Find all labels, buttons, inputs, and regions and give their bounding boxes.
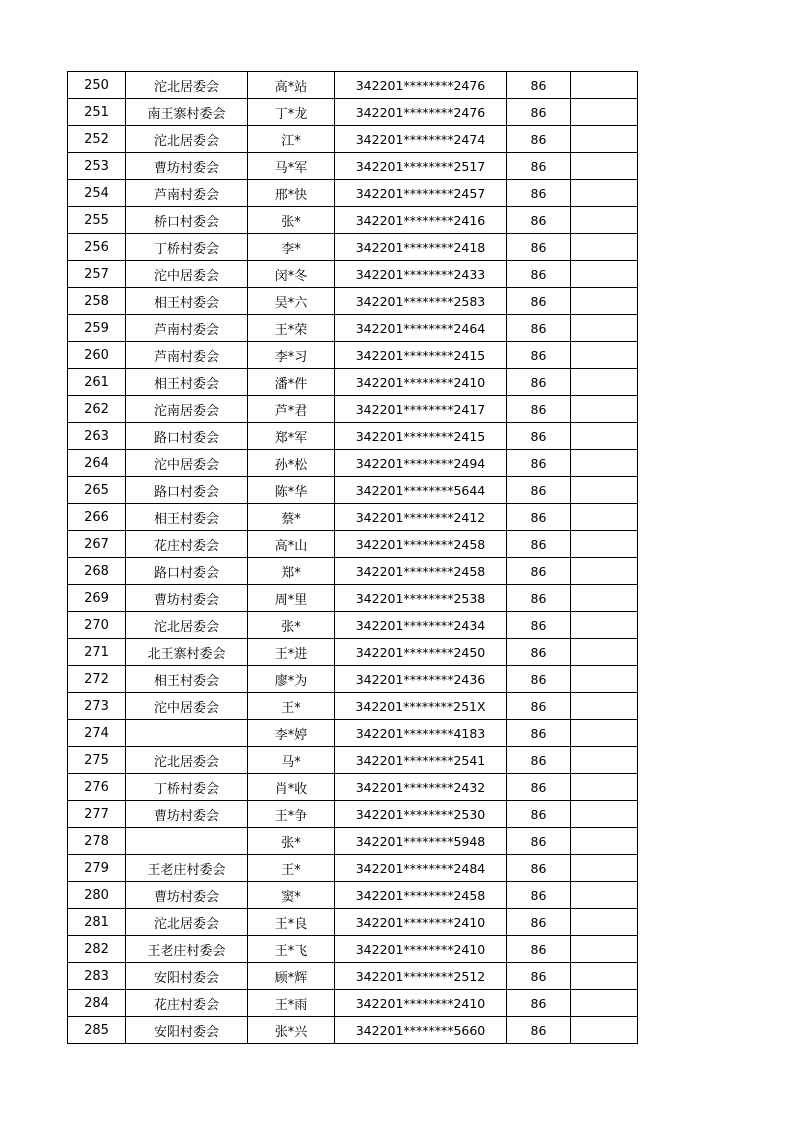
unit-cell: 南王寨村委会 [126,99,248,126]
row-number-cell: 265 [68,477,126,504]
score-cell: 86 [507,720,571,747]
table-row [68,558,638,585]
unit-cell: 沱北居委会 [126,72,248,99]
score-cell: 86 [507,882,571,909]
unit-cell: 桥口村委会 [126,207,248,234]
remark-cell [571,936,638,963]
table-row [68,180,638,207]
unit-cell: 相王村委会 [126,369,248,396]
roster-table [67,71,638,1044]
table-row [68,693,638,720]
unit-cell [126,720,248,747]
id-number-cell: 342201********2432 [335,774,507,801]
unit-cell: 沱北居委会 [126,909,248,936]
row-number-cell: 262 [68,396,126,423]
row-number-cell: 253 [68,153,126,180]
row-number-cell: 251 [68,99,126,126]
score-cell: 86 [507,369,571,396]
table-row [68,207,638,234]
person-name-cell: 王*进 [248,639,335,666]
score-cell: 86 [507,774,571,801]
id-number-cell: 342201********2417 [335,396,507,423]
remark-cell [571,504,638,531]
person-name-cell: 高*站 [248,72,335,99]
table-row [68,72,638,99]
table-row [68,288,638,315]
roster-body [68,72,638,1044]
unit-cell: 路口村委会 [126,477,248,504]
person-name-cell: 江* [248,126,335,153]
score-cell: 86 [507,396,571,423]
row-number-cell: 285 [68,1017,126,1044]
person-name-cell: 周*里 [248,585,335,612]
table-row [68,882,638,909]
table-row [68,963,638,990]
remark-cell [571,234,638,261]
person-name-cell: 王*争 [248,801,335,828]
unit-cell: 沱中居委会 [126,450,248,477]
id-number-cell: 342201********2484 [335,855,507,882]
unit-cell: 花庄村委会 [126,990,248,1017]
remark-cell [571,207,638,234]
person-name-cell: 郑* [248,558,335,585]
id-number-cell: 342201********2410 [335,909,507,936]
row-number-cell: 273 [68,693,126,720]
unit-cell: 沱南居委会 [126,396,248,423]
table-row [68,126,638,153]
id-number-cell: 342201********2450 [335,639,507,666]
remark-cell [571,369,638,396]
row-number-cell: 257 [68,261,126,288]
unit-cell: 安阳村委会 [126,963,248,990]
person-name-cell: 王*飞 [248,936,335,963]
remark-cell [571,180,638,207]
remark-cell [571,531,638,558]
table-row [68,936,638,963]
person-name-cell: 廖*为 [248,666,335,693]
row-number-cell: 264 [68,450,126,477]
unit-cell: 曹坊村委会 [126,882,248,909]
row-number-cell: 281 [68,909,126,936]
row-number-cell: 270 [68,612,126,639]
id-number-cell: 342201********2474 [335,126,507,153]
unit-cell: 相王村委会 [126,666,248,693]
id-number-cell: 342201********2464 [335,315,507,342]
unit-cell: 路口村委会 [126,423,248,450]
score-cell: 86 [507,693,571,720]
remark-cell [571,342,638,369]
id-number-cell: 342201********2418 [335,234,507,261]
id-number-cell: 342201********251X [335,693,507,720]
unit-cell: 相王村委会 [126,504,248,531]
id-number-cell: 342201********2410 [335,369,507,396]
score-cell: 86 [507,423,571,450]
id-number-cell: 342201********2541 [335,747,507,774]
remark-cell [571,1017,638,1044]
table-row [68,666,638,693]
id-number-cell: 342201********2457 [335,180,507,207]
id-number-cell: 342201********2458 [335,882,507,909]
unit-cell: 沱北居委会 [126,612,248,639]
table-row [68,369,638,396]
row-number-cell: 280 [68,882,126,909]
row-number-cell: 282 [68,936,126,963]
table-row [68,477,638,504]
remark-cell [571,828,638,855]
score-cell: 86 [507,585,571,612]
remark-cell [571,585,638,612]
table-row [68,774,638,801]
row-number-cell: 274 [68,720,126,747]
table-row [68,396,638,423]
person-name-cell: 王*荣 [248,315,335,342]
unit-cell: 安阳村委会 [126,1017,248,1044]
table-row [68,315,638,342]
remark-cell [571,747,638,774]
id-number-cell: 342201********2434 [335,612,507,639]
remark-cell [571,126,638,153]
unit-cell: 王老庄村委会 [126,936,248,963]
score-cell: 86 [507,72,571,99]
id-number-cell: 342201********4183 [335,720,507,747]
score-cell: 86 [507,261,571,288]
table-row [68,990,638,1017]
id-number-cell: 342201********5660 [335,1017,507,1044]
person-name-cell: 马*军 [248,153,335,180]
score-cell: 86 [507,666,571,693]
row-number-cell: 256 [68,234,126,261]
row-number-cell: 271 [68,639,126,666]
id-number-cell: 342201********2458 [335,558,507,585]
person-name-cell: 肖*收 [248,774,335,801]
id-number-cell: 342201********2415 [335,423,507,450]
table-row [68,909,638,936]
table-row [68,747,638,774]
score-cell: 86 [507,99,571,126]
row-number-cell: 283 [68,963,126,990]
score-cell: 86 [507,531,571,558]
remark-cell [571,99,638,126]
unit-cell: 花庄村委会 [126,531,248,558]
score-cell: 86 [507,207,571,234]
id-number-cell: 342201********2530 [335,801,507,828]
score-cell: 86 [507,855,571,882]
score-cell: 86 [507,1017,571,1044]
person-name-cell: 张* [248,207,335,234]
remark-cell [571,261,638,288]
row-number-cell: 269 [68,585,126,612]
remark-cell [571,666,638,693]
score-cell: 86 [507,153,571,180]
score-cell: 86 [507,963,571,990]
row-number-cell: 279 [68,855,126,882]
person-name-cell: 王* [248,693,335,720]
person-name-cell: 马* [248,747,335,774]
unit-cell: 丁桥村委会 [126,774,248,801]
remark-cell [571,720,638,747]
person-name-cell: 张*兴 [248,1017,335,1044]
row-number-cell: 260 [68,342,126,369]
id-number-cell: 342201********2538 [335,585,507,612]
id-number-cell: 342201********2415 [335,342,507,369]
table-row [68,855,638,882]
person-name-cell: 邢*快 [248,180,335,207]
score-cell: 86 [507,288,571,315]
unit-cell: 相王村委会 [126,288,248,315]
unit-cell: 芦南村委会 [126,180,248,207]
unit-cell: 沱北居委会 [126,747,248,774]
id-number-cell: 342201********2494 [335,450,507,477]
score-cell: 86 [507,909,571,936]
score-cell: 86 [507,828,571,855]
person-name-cell: 窦* [248,882,335,909]
score-cell: 86 [507,558,571,585]
person-name-cell: 王*雨 [248,990,335,1017]
person-name-cell: 王*良 [248,909,335,936]
row-number-cell: 263 [68,423,126,450]
row-number-cell: 250 [68,72,126,99]
unit-cell: 沱中居委会 [126,693,248,720]
id-number-cell: 342201********2416 [335,207,507,234]
row-number-cell: 258 [68,288,126,315]
remark-cell [571,882,638,909]
table-row [68,450,638,477]
person-name-cell: 李* [248,234,335,261]
score-cell: 86 [507,747,571,774]
unit-cell: 北王寨村委会 [126,639,248,666]
score-cell: 86 [507,504,571,531]
id-number-cell: 342201********2412 [335,504,507,531]
row-number-cell: 284 [68,990,126,1017]
row-number-cell: 261 [68,369,126,396]
unit-cell: 沱北居委会 [126,126,248,153]
person-name-cell: 孙*松 [248,450,335,477]
id-number-cell: 342201********5948 [335,828,507,855]
person-name-cell: 潘*件 [248,369,335,396]
id-number-cell: 342201********2436 [335,666,507,693]
id-number-cell: 342201********2476 [335,99,507,126]
table-row [68,423,638,450]
table-row [68,801,638,828]
id-number-cell: 342201********2517 [335,153,507,180]
table-row [68,639,638,666]
remark-cell [571,477,638,504]
score-cell: 86 [507,126,571,153]
remark-cell [571,774,638,801]
person-name-cell: 陈*华 [248,477,335,504]
person-name-cell: 郑*军 [248,423,335,450]
unit-cell: 芦南村委会 [126,342,248,369]
row-number-cell: 259 [68,315,126,342]
table-row [68,342,638,369]
person-name-cell: 李*婷 [248,720,335,747]
unit-cell: 曹坊村委会 [126,585,248,612]
unit-cell: 路口村委会 [126,558,248,585]
person-name-cell: 王* [248,855,335,882]
person-name-cell: 高*山 [248,531,335,558]
score-cell: 86 [507,342,571,369]
remark-cell [571,288,638,315]
person-name-cell: 蔡* [248,504,335,531]
row-number-cell: 255 [68,207,126,234]
person-name-cell: 张* [248,828,335,855]
table-row [68,234,638,261]
unit-cell: 芦南村委会 [126,315,248,342]
id-number-cell: 342201********2410 [335,936,507,963]
id-number-cell: 342201********2410 [335,990,507,1017]
score-cell: 86 [507,612,571,639]
table-row [68,504,638,531]
row-number-cell: 277 [68,801,126,828]
table-row [68,1017,638,1044]
person-name-cell: 顾*辉 [248,963,335,990]
unit-cell: 沱中居委会 [126,261,248,288]
remark-cell [571,315,638,342]
row-number-cell: 252 [68,126,126,153]
table-row [68,585,638,612]
row-number-cell: 272 [68,666,126,693]
row-number-cell: 267 [68,531,126,558]
row-number-cell: 276 [68,774,126,801]
table-row [68,153,638,180]
unit-cell: 曹坊村委会 [126,801,248,828]
unit-cell [126,828,248,855]
row-number-cell: 266 [68,504,126,531]
score-cell: 86 [507,990,571,1017]
table-row [68,99,638,126]
id-number-cell: 342201********5644 [335,477,507,504]
score-cell: 86 [507,315,571,342]
row-number-cell: 254 [68,180,126,207]
remark-cell [571,153,638,180]
score-cell: 86 [507,936,571,963]
score-cell: 86 [507,180,571,207]
person-name-cell: 吴*六 [248,288,335,315]
remark-cell [571,72,638,99]
score-cell: 86 [507,234,571,261]
remark-cell [571,423,638,450]
table-row [68,612,638,639]
id-number-cell: 342201********2476 [335,72,507,99]
remark-cell [571,909,638,936]
remark-cell [571,801,638,828]
table-row [68,828,638,855]
remark-cell [571,963,638,990]
score-cell: 86 [507,801,571,828]
person-name-cell: 张* [248,612,335,639]
table-row [68,531,638,558]
score-cell: 86 [507,450,571,477]
unit-cell: 王老庄村委会 [126,855,248,882]
remark-cell [571,639,638,666]
person-name-cell: 丁*龙 [248,99,335,126]
remark-cell [571,990,638,1017]
table-row [68,261,638,288]
score-cell: 86 [507,639,571,666]
remark-cell [571,396,638,423]
id-number-cell: 342201********2583 [335,288,507,315]
person-name-cell: 芦*君 [248,396,335,423]
remark-cell [571,450,638,477]
person-name-cell: 李*习 [248,342,335,369]
remark-cell [571,855,638,882]
remark-cell [571,693,638,720]
row-number-cell: 278 [68,828,126,855]
score-cell: 86 [507,477,571,504]
row-number-cell: 268 [68,558,126,585]
unit-cell: 丁桥村委会 [126,234,248,261]
id-number-cell: 342201********2433 [335,261,507,288]
id-number-cell: 342201********2512 [335,963,507,990]
id-number-cell: 342201********2458 [335,531,507,558]
person-name-cell: 闵*冬 [248,261,335,288]
row-number-cell: 275 [68,747,126,774]
remark-cell [571,612,638,639]
unit-cell: 曹坊村委会 [126,153,248,180]
table-row [68,720,638,747]
remark-cell [571,558,638,585]
